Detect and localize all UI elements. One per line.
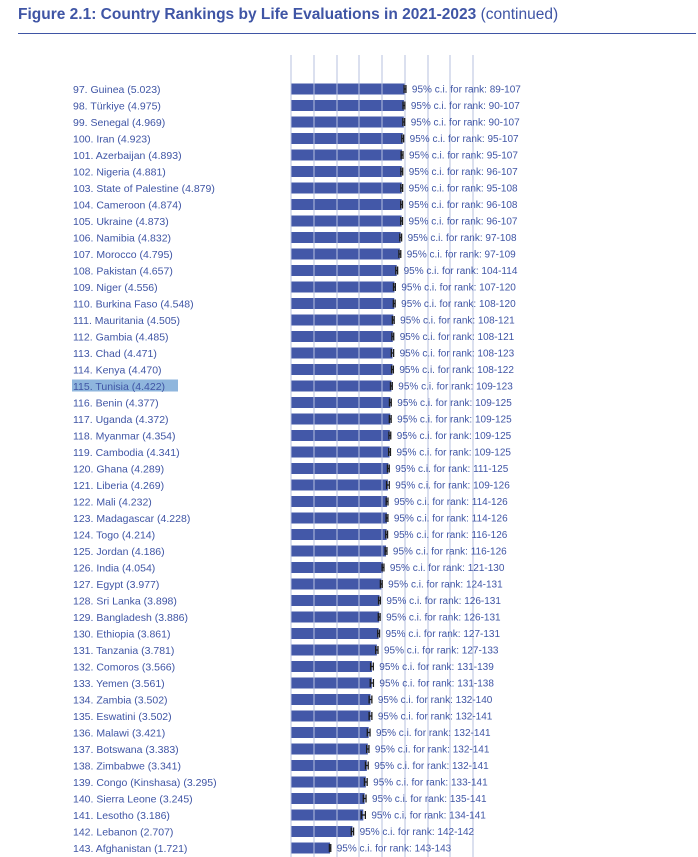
ci-label: 95% c.i. for rank: 116-126	[393, 530, 508, 542]
bar	[291, 793, 365, 804]
country-label: 109. Niger (4.556)	[73, 281, 158, 294]
bar	[291, 133, 403, 144]
ci-label: 95% c.i. for rank: 109-126	[395, 480, 510, 492]
bar	[291, 727, 369, 738]
bar	[291, 430, 390, 441]
ci-label: 95% c.i. for rank: 109-125	[397, 398, 512, 410]
country-label: 125. Jordan (4.186)	[73, 545, 165, 558]
ci-label: 95% c.i. for rank: 143-143	[336, 843, 452, 855]
country-label: 102. Nigeria (4.881)	[73, 166, 166, 179]
country-label: 123. Madagascar (4.228)	[73, 512, 191, 525]
ci-label: 95% c.i. for rank: 109-125	[397, 414, 512, 426]
ci-label: 95% c.i. for rank: 132-141	[374, 744, 490, 756]
bar	[291, 397, 390, 408]
ci-label: 95% c.i. for rank: 131-138	[379, 678, 494, 690]
bar	[291, 298, 394, 309]
ci-label: 95% c.i. for rank: 108-123	[399, 348, 515, 360]
bar	[291, 843, 330, 854]
country-label: 143. Afghanistan (1.721)	[73, 842, 188, 855]
country-label: 127. Egypt (3.977)	[73, 578, 160, 591]
country-label: 135. Eswatini (3.502)	[73, 710, 172, 723]
country-label: 124. Togo (4.214)	[73, 529, 156, 542]
bar	[291, 331, 393, 342]
ci-label: 95% c.i. for rank: 127-133	[383, 645, 499, 657]
ci-label: 95% c.i. for rank: 108-121	[400, 315, 515, 327]
bar	[291, 117, 404, 128]
bar	[291, 216, 402, 227]
bar	[291, 826, 352, 837]
bar	[291, 84, 405, 95]
country-label: 100. Iran (4.923)	[73, 133, 151, 146]
ci-label: 95% c.i. for rank: 126-131	[386, 612, 501, 624]
bar	[291, 661, 372, 672]
country-label: 132. Comoros (3.566)	[73, 661, 176, 674]
country-label: 129. Bangladesh (3.886)	[73, 611, 189, 624]
bar	[291, 513, 387, 524]
country-label: 103. State of Palestine (4.879)	[73, 182, 215, 195]
bar	[291, 447, 390, 458]
ci-label: 95% c.i. for rank: 95-107	[408, 150, 518, 162]
ci-label: 95% c.i. for rank: 90-107	[410, 101, 520, 113]
ci-label: 95% c.i. for rank: 135-141	[372, 794, 487, 806]
ci-label: 95% c.i. for rank: 142-142	[359, 827, 475, 839]
ci-label: 95% c.i. for rank: 96-107	[408, 167, 518, 179]
country-label: 104. Cameroon (4.874)	[73, 199, 182, 212]
country-label: 116. Benin (4.377)	[73, 397, 159, 410]
bar	[291, 529, 387, 540]
ci-label: 95% c.i. for rank: 133-141	[373, 777, 488, 789]
country-label: 140. Sierra Leone (3.245)	[73, 793, 193, 806]
ci-label: 95% c.i. for rank: 107-120	[401, 282, 516, 294]
ci-label: 95% c.i. for rank: 89-107	[411, 84, 521, 96]
bar	[291, 579, 381, 590]
country-label: 131. Tanzania (3.781)	[73, 644, 175, 657]
country-label: 136. Malawi (3.421)	[73, 727, 166, 740]
country-label: 106. Namibia (4.832)	[73, 232, 172, 245]
country-label: 119. Cambodia (4.341)	[73, 446, 180, 459]
country-label: 108. Pakistan (4.657)	[73, 265, 173, 278]
bar	[291, 810, 363, 821]
ci-label: 95% c.i. for rank: 124-131	[388, 579, 503, 591]
bar	[291, 612, 379, 623]
bar	[291, 232, 401, 243]
figure-title-bold: Figure 2.1: Country Rankings by Life Evaluations in 2021-2023	[18, 6, 477, 23]
bar	[291, 150, 402, 161]
ci-label: 95% c.i. for rank: 108-121	[399, 332, 515, 344]
country-label: 121. Liberia (4.269)	[73, 479, 165, 492]
ci-label: 95% c.i. for rank: 109-123	[398, 381, 513, 393]
country-label: 111. Mauritania (4.505)	[73, 314, 181, 327]
country-label: 107. Morocco (4.795)	[73, 248, 173, 261]
ci-label: 95% c.i. for rank: 97-109	[406, 249, 516, 261]
country-label: 133. Yemen (3.561)	[73, 677, 165, 690]
ci-label: 95% c.i. for rank: 111-125	[395, 464, 509, 476]
bar	[291, 348, 392, 359]
bar	[291, 364, 392, 375]
country-label: 137. Botswana (3.383)	[73, 743, 179, 756]
ci-label: 95% c.i. for rank: 116-126	[392, 546, 507, 558]
country-label: 101. Azerbaijan (4.893)	[73, 149, 182, 162]
ci-label: 95% c.i. for rank: 97-108	[407, 233, 517, 245]
country-label: 99. Senegal (4.969)	[73, 116, 166, 129]
ci-label: 95% c.i. for rank: 127-131	[385, 629, 501, 641]
bar	[291, 166, 402, 177]
country-label: 112. Gambia (4.485)	[73, 331, 169, 344]
country-label: 141. Lesotho (3.186)	[73, 809, 170, 822]
bar	[291, 381, 391, 392]
ci-label: 95% c.i. for rank: 132-141	[376, 728, 491, 740]
bar	[291, 760, 367, 771]
bar	[291, 628, 379, 639]
ci-label: 95% c.i. for rank: 108-120	[401, 299, 516, 311]
ci-label: 95% c.i. for rank: 132-141	[377, 711, 493, 723]
country-label: 105. Ukraine (4.873)	[73, 215, 169, 228]
bar	[291, 777, 366, 788]
ci-label: 95% c.i. for rank: 95-107	[409, 134, 519, 146]
country-label: 118. Myanmar (4.354)	[73, 430, 176, 443]
country-label: 122. Mali (4.232)	[73, 496, 152, 509]
bar	[291, 645, 377, 656]
ci-label: 95% c.i. for rank: 96-108	[408, 200, 518, 212]
country-label: 117. Uganda (4.372)	[73, 413, 169, 426]
country-label: 110. Burkina Faso (4.548)	[73, 298, 194, 311]
ci-label: 95% c.i. for rank: 134-141	[371, 810, 486, 822]
bar	[291, 595, 379, 606]
ci-label: 95% c.i. for rank: 109-125	[396, 447, 511, 459]
bar	[291, 496, 387, 507]
ci-label: 95% c.i. for rank: 104-114	[403, 266, 518, 278]
ci-label: 95% c.i. for rank: 96-107	[408, 216, 518, 228]
ci-label: 95% c.i. for rank: 90-107	[410, 117, 520, 129]
bar	[291, 282, 394, 293]
bar	[291, 249, 400, 260]
ci-label: 95% c.i. for rank: 131-139	[379, 662, 494, 674]
ci-label: 95% c.i. for rank: 132-141	[374, 761, 489, 773]
ci-label: 95% c.i. for rank: 121-130	[389, 563, 505, 575]
ci-label: 95% c.i. for rank: 95-108	[408, 183, 518, 195]
country-label: 139. Congo (Kinshasa) (3.295)	[73, 776, 217, 789]
ci-label: 95% c.i. for rank: 109-125	[396, 431, 512, 443]
ci-label: 95% c.i. for rank: 132-140	[377, 695, 493, 707]
figure-title-suffix: (continued)	[480, 6, 559, 23]
country-label: 128. Sri Lanka (3.898)	[73, 595, 177, 608]
bar	[291, 463, 388, 474]
ci-label: 95% c.i. for rank: 114-126	[393, 497, 508, 509]
ci-label: 95% c.i. for rank: 108-122	[399, 365, 514, 377]
bar	[291, 414, 390, 425]
country-label: 142. Lebanon (2.707)	[73, 826, 174, 839]
bar	[291, 546, 386, 557]
bar	[291, 100, 404, 111]
bar	[291, 744, 368, 755]
bar	[291, 265, 397, 276]
bar	[291, 480, 388, 491]
bar	[291, 199, 402, 210]
ci-label: 95% c.i. for rank: 114-126	[393, 513, 508, 525]
ci-label: 95% c.i. for rank: 126-131	[386, 596, 501, 608]
country-label: 97. Guinea (5.023)	[73, 83, 161, 96]
bar	[291, 678, 372, 689]
country-label: 130. Ethiopia (3.861)	[73, 628, 171, 641]
country-label: 114. Kenya (4.470)	[73, 364, 162, 377]
country-label: 98. Türkiye (4.975)	[73, 100, 161, 113]
country-label: 134. Zambia (3.502)	[73, 694, 168, 707]
country-label: 113. Chad (4.471)	[73, 347, 157, 360]
bar	[291, 183, 402, 194]
bar	[291, 315, 393, 326]
country-label: 115. Tunisia (4.422)	[73, 380, 166, 393]
country-label: 138. Zimbabwe (3.341)	[73, 760, 181, 773]
country-label: 120. Ghana (4.289)	[73, 463, 165, 476]
country-label: 126. India (4.054)	[73, 562, 156, 575]
